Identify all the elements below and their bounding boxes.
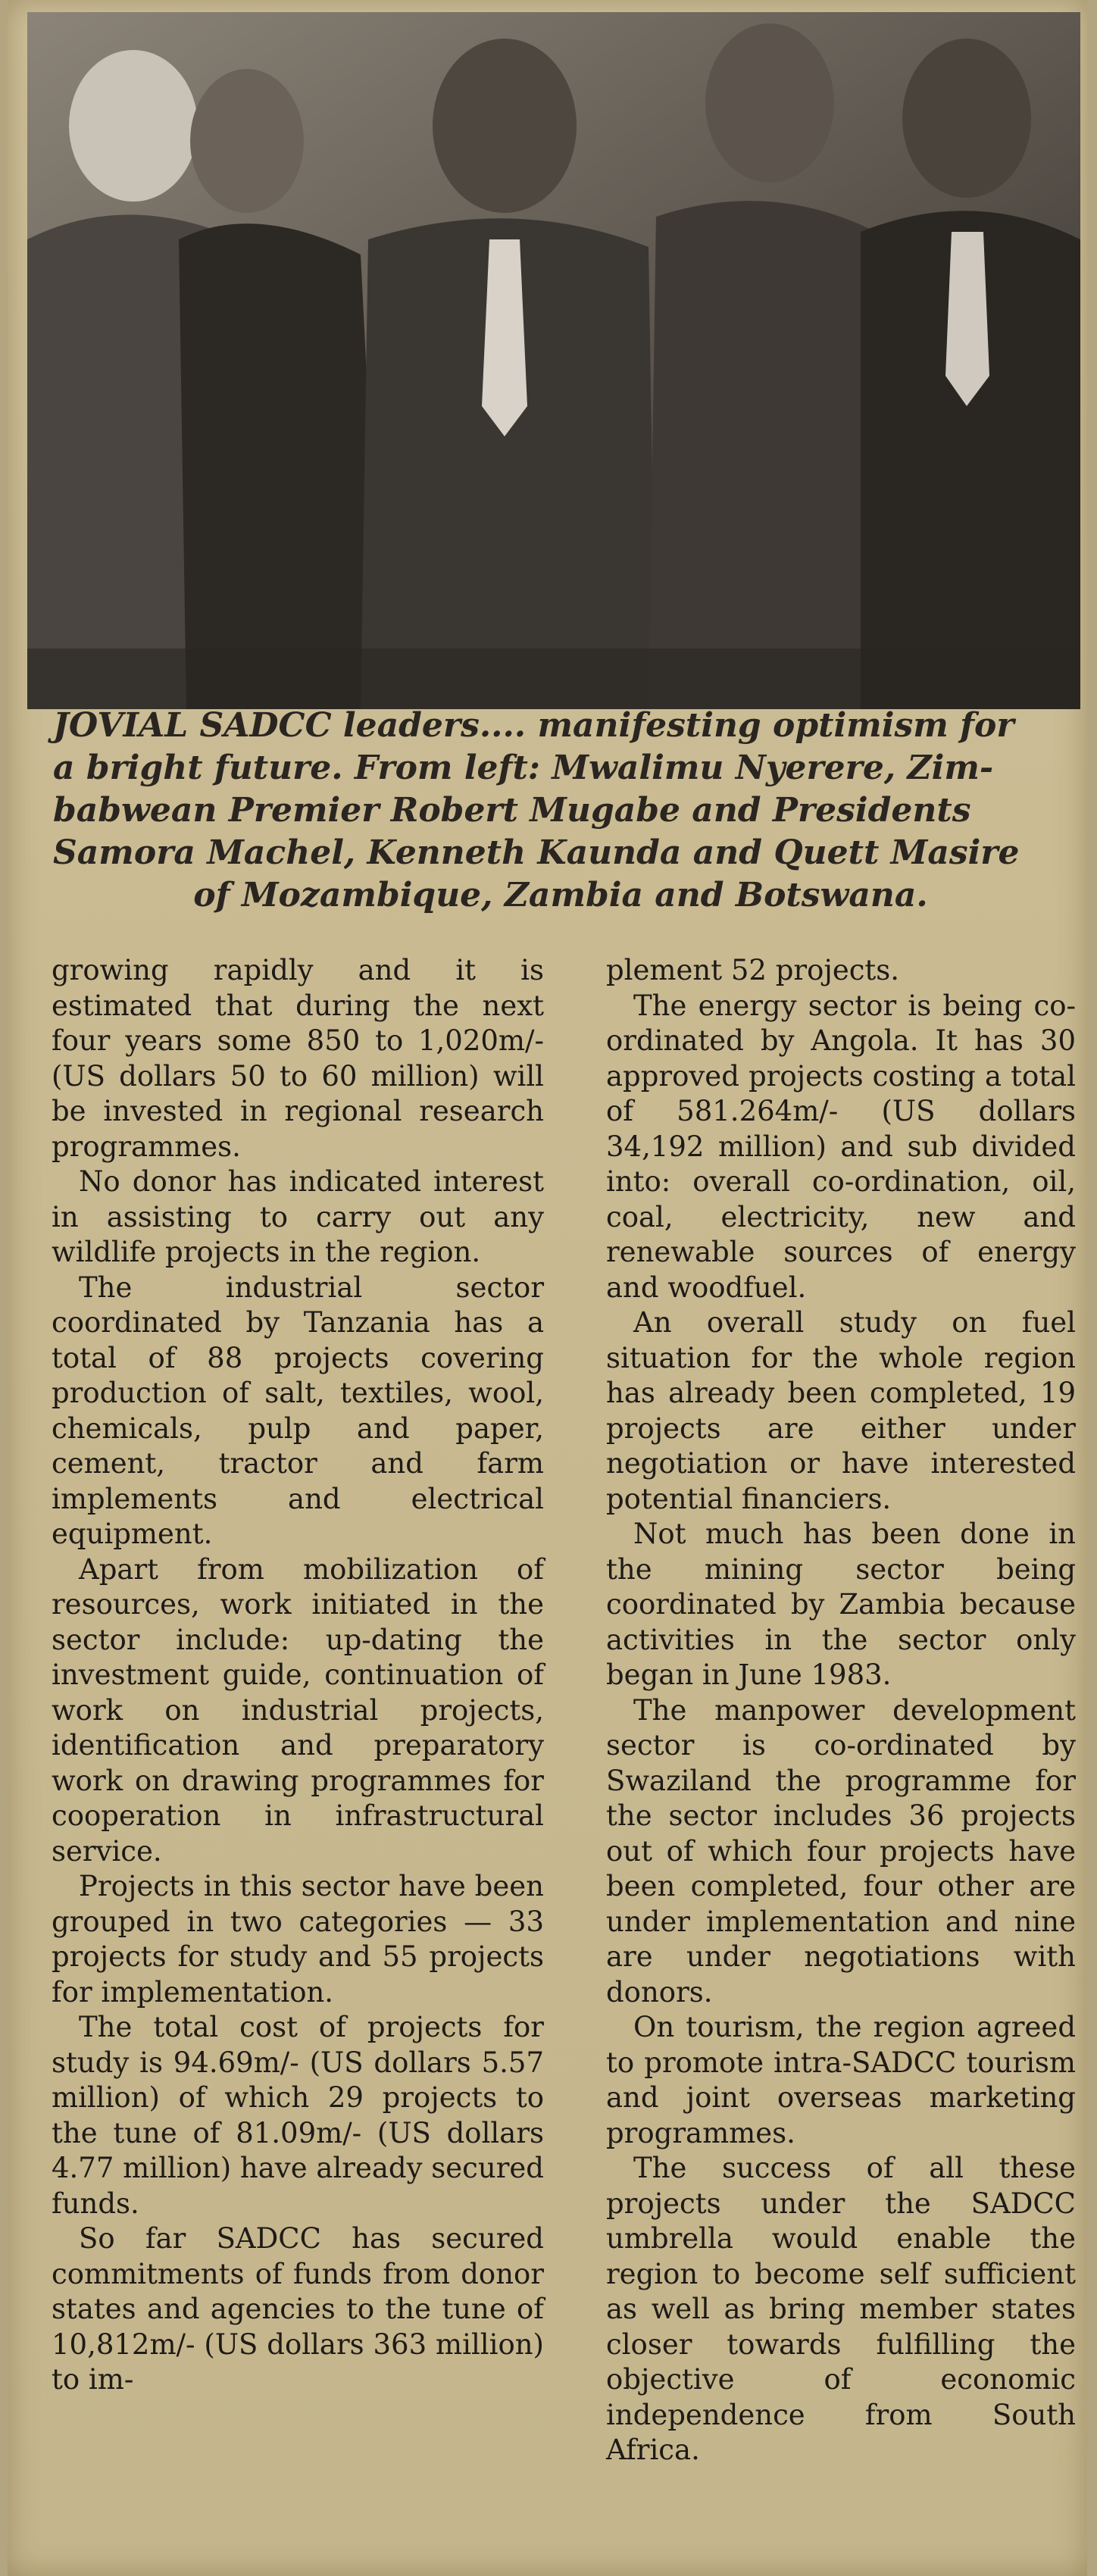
article-column-right <box>606 953 1076 2468</box>
paragraph: The industrial sector coordinated by Tanzania has a total of 88 projects covering production of salt, textiles, wool, chemicals, pulp and paper, cement, tractor and farm implements and electrical equipment. <box>52 1271 544 1550</box>
paragraph: The manpower development sector is co-ordinated by Swaziland the programme for the sector includes 36 projects out of which four projects have been completed, four other are under implementation and nine are under negotiations with donors. <box>606 1693 1076 2009</box>
caption-line: of Mozambique, Zambia and Botswana. <box>193 876 928 914</box>
paragraph: Apart from mobilization of resources, work initiated in the sector include: up-dating the investment guide, continuation of work on industrial projects, identification and preparatory work on drawing programmes for cooperation in infrastructural service. <box>52 1552 544 1868</box>
paragraph: Not much has been done in the mining sector being coordinated by Zambia because activities in the sector only began in June 1983. <box>606 1518 1076 1691</box>
paragraph: No donor has indicated interest in assisting to carry out any wildlife projects in the region. <box>52 1165 544 1268</box>
caption-line: JOVIAL SADCC leaders.... manifesting optimism for <box>53 706 1014 745</box>
caption-line: a bright future. From left: Mwalimu Nyerere, Zim- <box>53 749 994 787</box>
photo-caption <box>53 705 1068 955</box>
article-column-left <box>52 953 544 2398</box>
paragraph: On tourism, the region agreed to promote intra-SADCC tourism and joint overseas marketing programmes. <box>606 2011 1076 2149</box>
leaders-photo <box>27 12 1080 709</box>
paragraph: The energy sector is being co-ordinated by Angola. It has 30 approved projects costing a total of 581.264m/- (US dollars 34,192 million) and sub divided into: overall co-ordination, oil, coal, electricity, new and renewable sources of energy and woodfuel. <box>606 989 1076 1304</box>
caption-line: babwean Premier Robert Mugabe and Presidents <box>53 791 971 830</box>
paragraph: An overall study on fuel situation for the whole region has already been completed, 19 projects are either under negotiation or have interested potential financiers. <box>606 1306 1076 1515</box>
newspaper-clipping <box>8 0 1087 2576</box>
caption-line: Samora Machel, Kenneth Kaunda and Quett Masire <box>53 833 1020 872</box>
paragraph: So far SADCC has secured commitments of funds from donor states and agencies to the tune of 10,812m/- (US dollars 363 million) to im- <box>52 2222 544 2396</box>
paragraph: The success of all these projects under the SADCC umbrella would enable the region to become self sufficient as well as bring member states closer towards fulfilling the objective of economic independence from South Africa. <box>606 2152 1076 2466</box>
paragraph: plement 52 projects. <box>606 954 900 986</box>
paragraph: Projects in this sector have been grouped in two categories — 33 projects for study and 55 projects for implementation. <box>52 1870 544 2009</box>
leaders-photo-illustration <box>27 12 1080 709</box>
paragraph: The total cost of projects for study is 94.69m/- (US dollars 5.57 million) of which 29 projects to the tune of 81.09m/- (US dollars 4.77 million) have already secured funds. <box>52 2011 544 2220</box>
paragraph: growing rapidly and it is estimated that during the next four years some 850 to 1,020m/- (US dollars 50 to 60 million) will be invested in regional research programmes. <box>52 954 544 1163</box>
